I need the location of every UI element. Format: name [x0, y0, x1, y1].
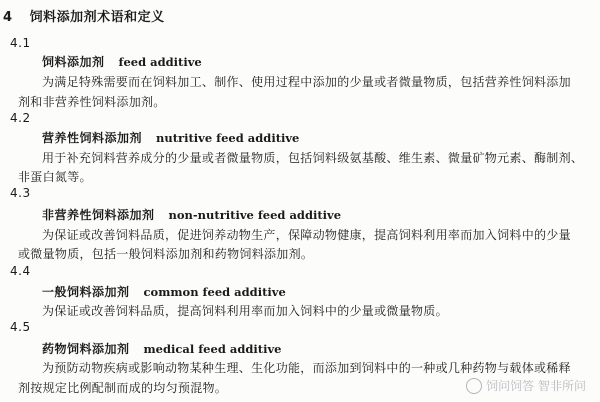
- term-heading: [42, 129, 299, 146]
- definition-line: 为保证或改善饲料品质，促进饲养动物生产，保障动物健康，提高饲料利用率而加入饲料中的少量: [42, 228, 571, 242]
- term-heading: [42, 206, 341, 223]
- term-english: nutritive feed additive: [156, 131, 300, 145]
- definition-line: 剂按规定比例配制而成的均匀预混物。: [18, 381, 228, 395]
- term-heading: [42, 340, 281, 357]
- definition-line: 为满足特殊需要而在饲料加工、制作、使用过程中添加的少量或者微量物质，包括营养性饲料添加: [42, 75, 571, 89]
- clause-number: 4.4: [10, 264, 31, 278]
- definition-line: 为预防动物疾病或影响动物某种生理、生化功能，而添加到饲料中的一种或几种药物与载体或稀释: [42, 361, 571, 375]
- watermark-text: 饲问饲答 智非所问: [486, 379, 586, 393]
- term-chinese: 一般饲料添加剂: [42, 285, 130, 299]
- definition-line: 为保证或改善饲料品质，提高饲料利用率而加入饲料中的少量或微量物质。: [42, 304, 448, 318]
- clause-number: 4.5: [10, 320, 31, 334]
- term-english: non-nutritive feed additive: [168, 208, 342, 222]
- section-title: 饲料添加剂术语和定义: [29, 10, 165, 25]
- clause-number: 4.1: [10, 36, 31, 50]
- term-heading: [42, 283, 286, 300]
- term-english: feed additive: [118, 55, 202, 69]
- term-chinese: 饲料添加剂: [42, 55, 105, 69]
- definition-line: 剂和非营养性饲料添加剂。: [18, 95, 166, 109]
- definition-line: 用于补充饲料营养成分的少量或者微量物质，包括饲料级氨基酸、维生素、微量矿物元素、酶制剂、: [42, 151, 584, 165]
- definition-line: 非蛋白氮等。: [18, 170, 92, 184]
- clause-number: 4.3: [10, 186, 31, 200]
- term-chinese: 药物饲料添加剂: [42, 342, 130, 356]
- definition-line: 或微量物质，包括一般饲料添加剂和药物饲料添加剂。: [18, 247, 314, 261]
- watermark-logo-icon: [466, 378, 482, 394]
- term-chinese: 非营养性饲料添加剂: [42, 208, 155, 222]
- clause-number: 4.2: [10, 111, 31, 125]
- watermark: [466, 377, 586, 394]
- section-heading: [3, 6, 165, 25]
- term-english: common feed additive: [143, 285, 286, 299]
- section-number: 4: [3, 10, 13, 25]
- term-chinese: 营养性饲料添加剂: [42, 131, 143, 145]
- term-heading: [42, 53, 202, 70]
- term-english: medical feed additive: [143, 342, 282, 356]
